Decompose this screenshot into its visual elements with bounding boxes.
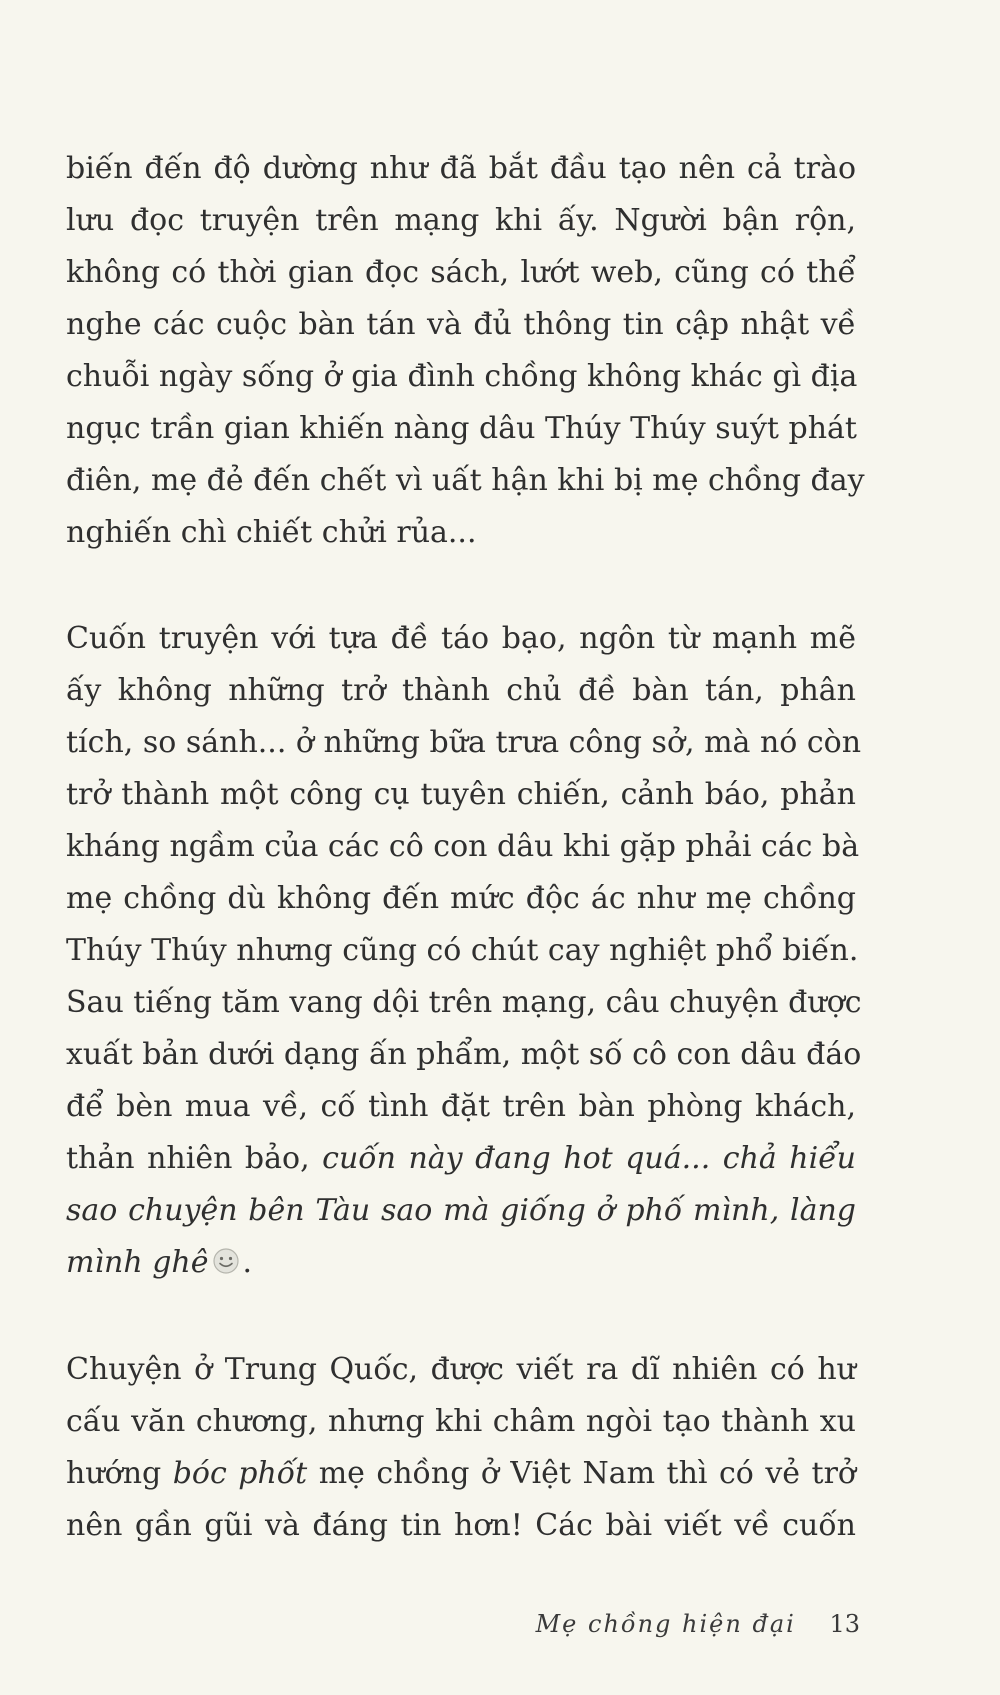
text-line: trở thành một công cụ tuyên chiến, cảnh báo, phản xyxy=(66,777,856,812)
text-line: Sau tiếng tăm vang dội trên mạng, câu chuyện được xyxy=(66,985,862,1020)
plain-text: . xyxy=(242,1245,253,1280)
text-line: lưu đọc truyện trên mạng khi ấy. Người bận rộn, xyxy=(66,203,856,238)
text-line: ấy không những trở thành chủ đề bàn tán, phân xyxy=(66,673,856,708)
smiley-face-icon xyxy=(211,1241,241,1271)
running-title: Mẹ chồng hiện đại xyxy=(535,1610,796,1638)
text-line: điên, mẹ đẻ đến chết vì uất hận khi bị mẹ chồng đay xyxy=(66,463,865,498)
text-line: Thúy Thúy nhưng cũng có chút cay nghiệt phổ biến. xyxy=(66,933,859,968)
text-line xyxy=(66,1237,856,1289)
text-line: chuỗi ngày sống ở gia đình chồng không khác gì địa xyxy=(66,359,858,394)
page-footer xyxy=(536,1604,860,1644)
text-line: nghiến chì chiết chửi rủa... xyxy=(66,515,477,550)
text-line: biến đến độ dường như đã bắt đầu tạo nên cả trào xyxy=(66,151,856,186)
text-line: mẹ chồng dù không đến mức độc ác như mẹ chồng xyxy=(66,881,856,916)
page-number: 13 xyxy=(829,1610,860,1638)
text-line: kháng ngầm của các cô con dâu khi gặp phải các bà xyxy=(66,829,860,864)
text-line: để bèn mua về, cố tình đặt trên bàn phòng khách, xyxy=(66,1089,856,1124)
text-line: nghe các cuộc bàn tán và đủ thông tin cập nhật về xyxy=(66,307,856,342)
plain-text: thản nhiên bảo, xyxy=(66,1141,323,1176)
text-line xyxy=(66,1133,856,1185)
text-line: nên gần gũi và đáng tin hơn! Các bài viết về cuốn xyxy=(66,1508,856,1543)
paragraph-1 xyxy=(66,143,865,559)
text-line: không có thời gian đọc sách, lướt web, cũng có thể xyxy=(66,255,856,290)
text-line: Cuốn truyện với tựa đề táo bạo, ngôn từ mạnh mẽ xyxy=(66,621,856,656)
plain-text: hướng xyxy=(66,1456,173,1491)
text-line: tích, so sánh... ở những bữa trưa công sở, mà nó còn xyxy=(66,725,862,760)
text-line xyxy=(66,1448,856,1500)
italic-quote-line: sao chuyện bên Tàu sao mà giống ở phố mình, làng xyxy=(66,1193,856,1228)
text-line: xuất bản dưới dạng ấn phẩm, một số cô con dâu đáo xyxy=(66,1037,862,1072)
italic-quote: cuốn này đang hot quá... chả hiểu xyxy=(322,1141,856,1176)
text-line: ngục trần gian khiến nàng dâu Thúy Thúy suýt phát xyxy=(66,411,857,446)
plain-text: mẹ chồng ở Việt Nam thì có vẻ trở xyxy=(307,1456,856,1491)
italic-quote: mình ghê xyxy=(66,1245,209,1280)
text-line: cấu văn chương, nhưng khi châm ngòi tạo thành xu xyxy=(66,1404,856,1439)
paragraph-2 xyxy=(66,613,862,1289)
italic-term: bóc phốt xyxy=(172,1456,308,1491)
text-line: Chuyện ở Trung Quốc, được viết ra dĩ nhiên có hư xyxy=(66,1352,856,1387)
paragraph-3 xyxy=(66,1344,856,1552)
